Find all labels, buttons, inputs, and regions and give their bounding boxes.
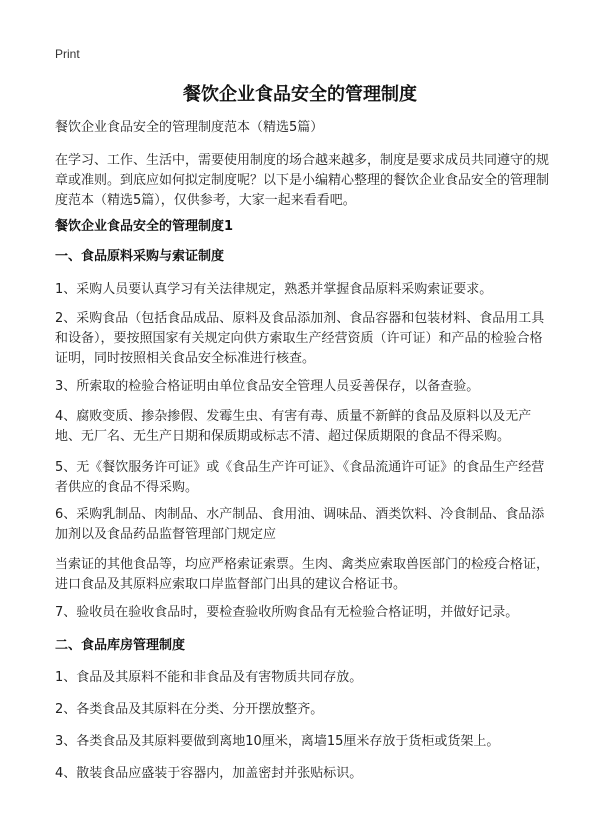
list-item: 1、食品及其原料不能和非食品及有害物质共同存放。 — [55, 670, 363, 685]
section-title: 餐饮企业食品安全的管理制度1 — [55, 219, 234, 234]
document-title: 餐饮企业食品安全的管理制度 — [183, 84, 417, 105]
document-subtitle: 餐饮企业食品安全的管理制度范本（精选5篇） — [55, 120, 324, 135]
part2-heading: 二、食品库房管理制度 — [55, 638, 186, 653]
list-item: 3、所索取的检验合格证明由单位食品安全管理人员妥善保存，以备查验。 — [55, 379, 480, 394]
intro-paragraph: 在学习、工作、生活中，需要使用制度的场合越来越多，制度是要求成员共同遵守的规章或准则。到底应如何拟定制度呢？以下是小编精心整理的餐饮企业食品安全的管理制度范本（精选5篇），仅供参考，大家一起来看看吧。 — [55, 153, 550, 208]
list-item: 7、验收员在验收食品时，要检查验收所购食品有无检验合格证明，并做好记录。 — [55, 605, 519, 620]
list-item: 4、腐败变质、掺杂掺假、发霉生虫、有害有毒、质量不新鲜的食品及原料以及无产地、无厂名、无生产日期和保质期或标志不清、超过保质期限的食品不得采购。 — [55, 409, 532, 444]
list-item: 2、采购食品（包括食品成品、原料及食品添加剂、食品容器和包装材料、食品用工具和设备），要按照国家有关规定向供方索取生产经营资质（许可证）和产品的检验合格证明，同时按照相关食品安全标准进行核查。 — [55, 311, 545, 366]
list-item: 3、各类食品及其原料要做到离地10厘米，离墙15厘米存放于货柜或货架上。 — [55, 734, 500, 749]
print-link[interactable]: Print — [55, 47, 80, 61]
list-item: 当索证的其他食品等，均应严格索证索票。生肉、禽类应索取兽医部门的检疫合格证，进口食品及其原料应索取口岸监督部门出具的建议合格证书。 — [55, 557, 550, 592]
list-item: 4、散装食品应盛装于容器内，加盖密封并张贴标识。 — [55, 766, 363, 781]
part1-heading: 一、食品原料采购与索证制度 — [55, 249, 225, 264]
list-item: 5、无《餐饮服务许可证》或《食品生产许可证》、《食品流通许可证》的食品生产经营者供应的食品不得采购。 — [55, 460, 545, 495]
list-item: 2、各类食品及其原料在分类、分开摆放整齐。 — [55, 702, 324, 717]
list-item: 6、采购乳制品、肉制品、水产制品、食用油、调味品、酒类饮料、冷食制品、食品添加剂以及食品药品监督管理部门规定应 — [55, 507, 545, 542]
list-item: 1、采购人员要认真学习有关法律规定，熟悉并掌握食品原料采购索证要求。 — [55, 282, 493, 297]
